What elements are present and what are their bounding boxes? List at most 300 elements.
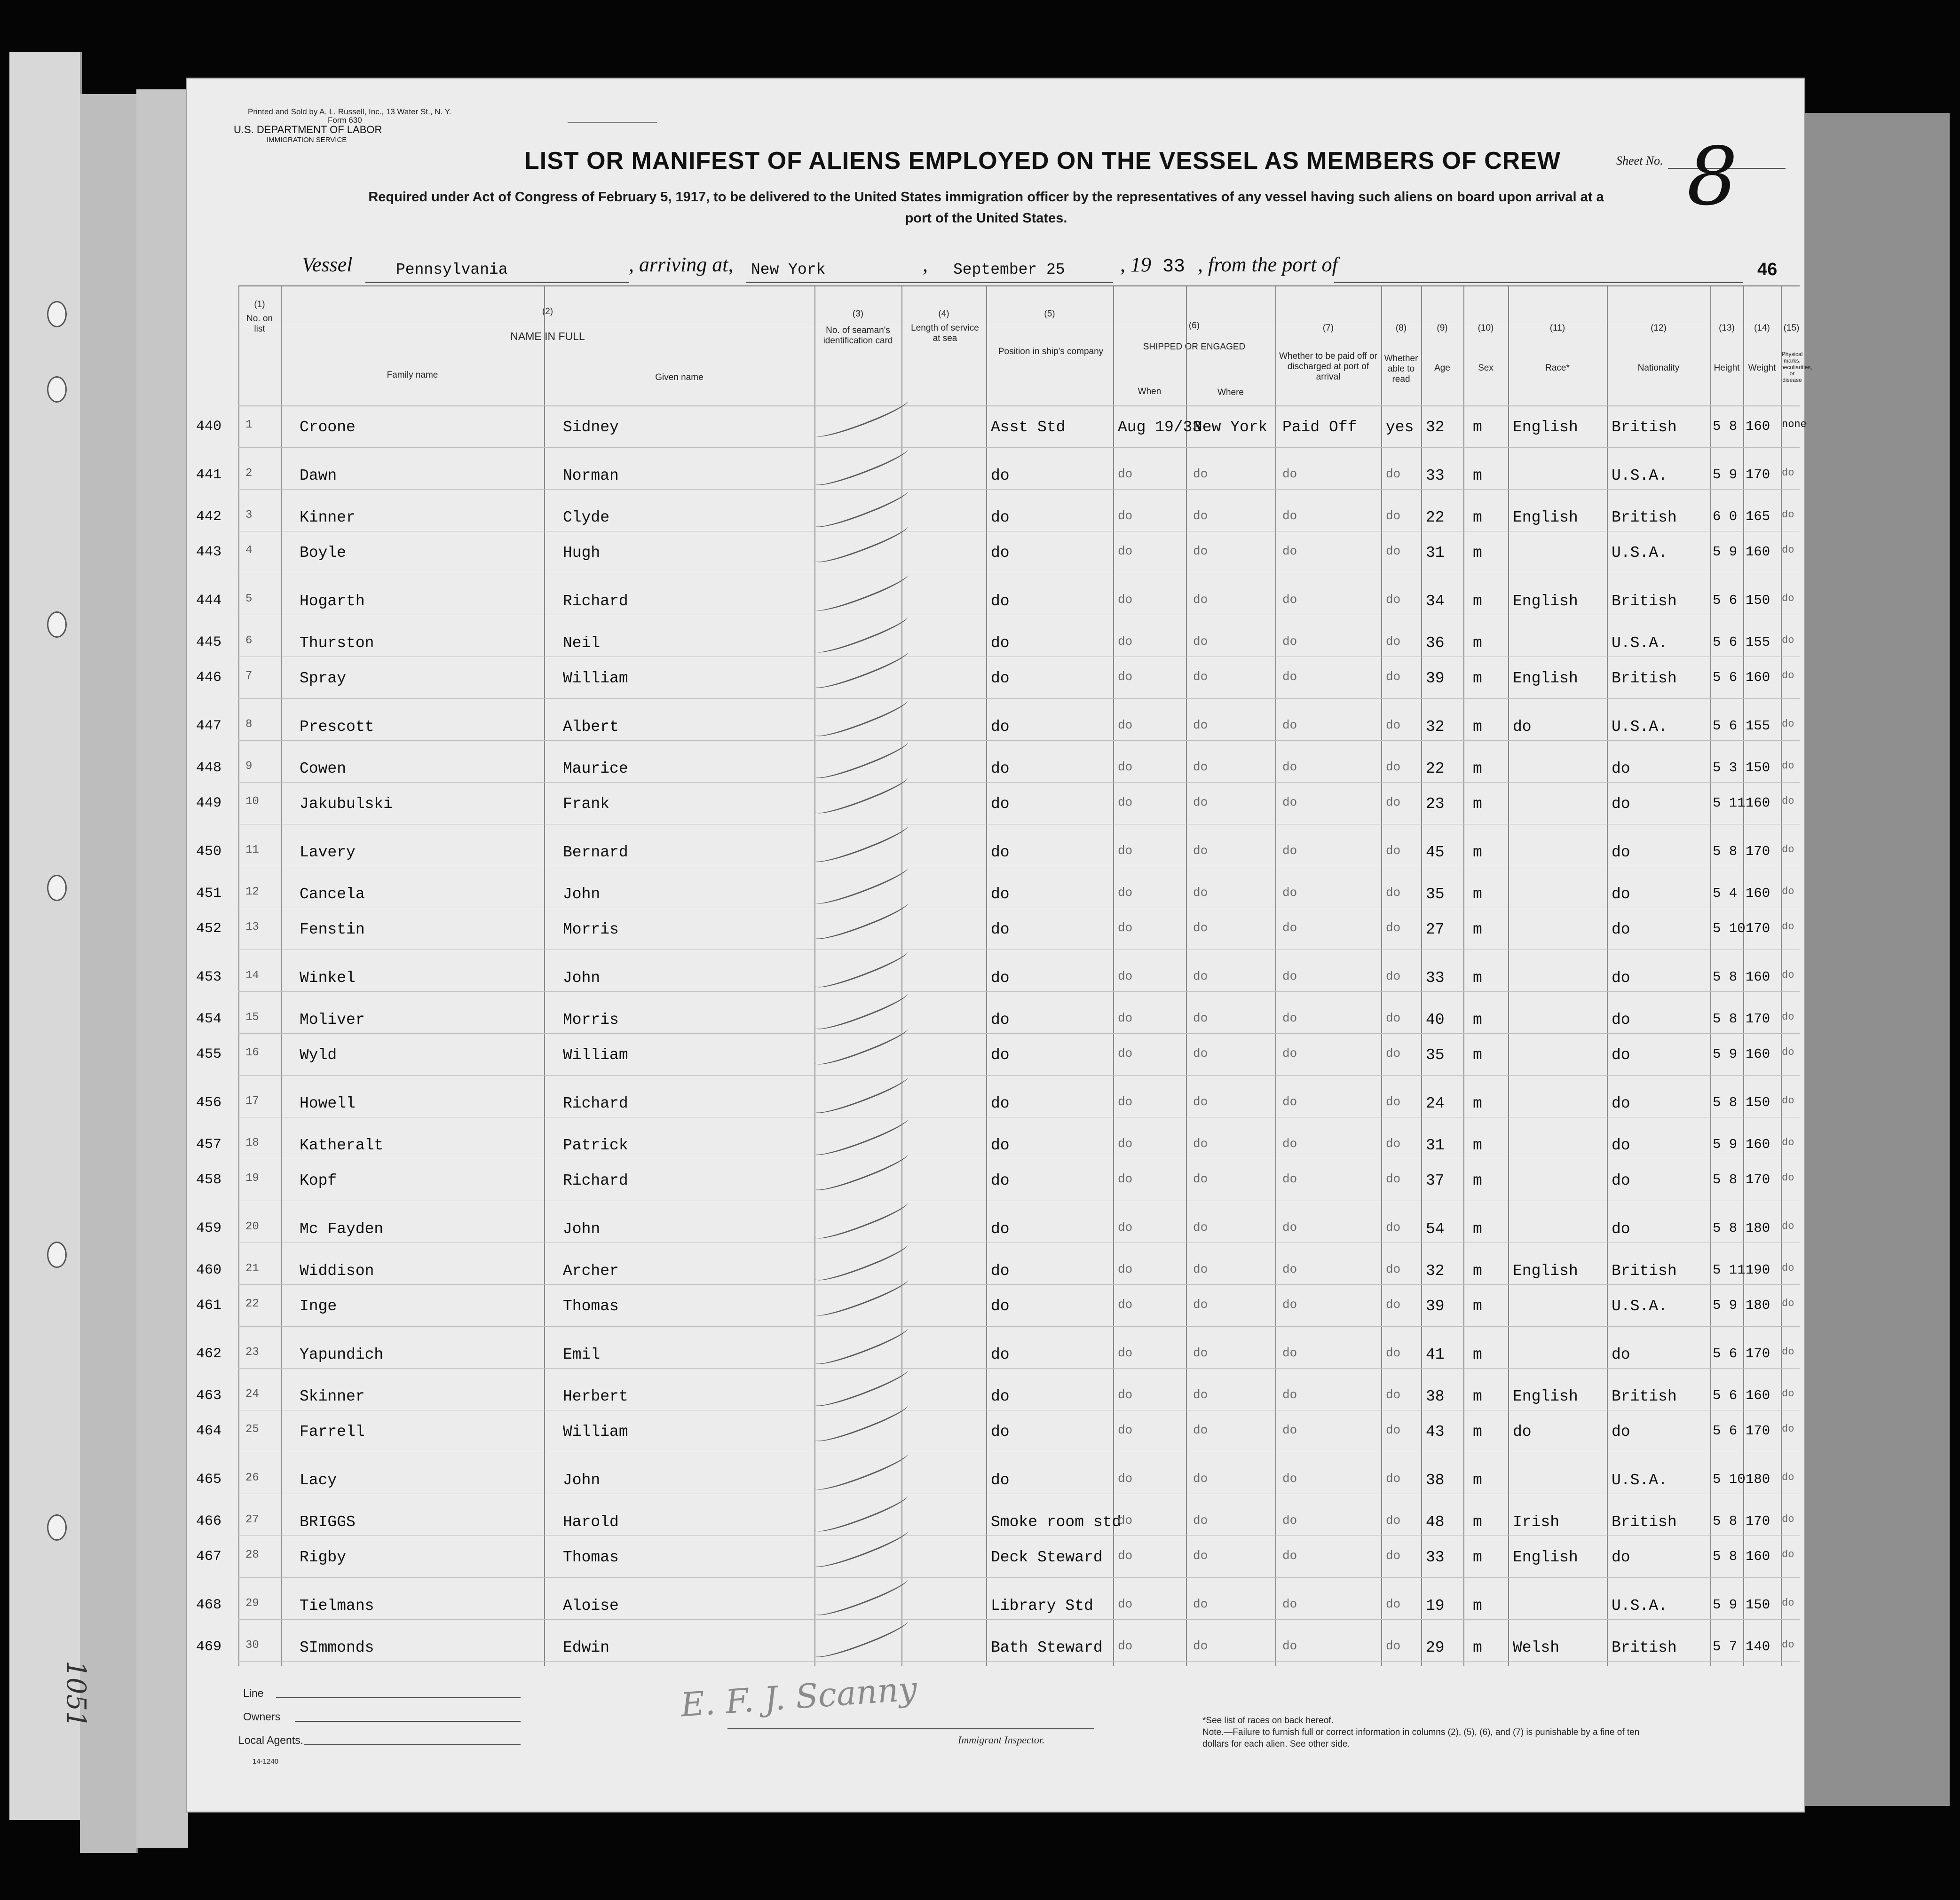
able-to-read: do (1386, 1423, 1401, 1437)
row-number: 26 (245, 1472, 259, 1484)
physical-marks: do (1782, 1388, 1794, 1400)
paid-off: do (1282, 1172, 1297, 1186)
able-to-read: do (1386, 795, 1401, 809)
col2-number: (2) (542, 307, 553, 317)
able-to-read: do (1386, 921, 1401, 935)
row-number: 17 (245, 1095, 259, 1108)
position: Library Std (991, 1597, 1093, 1615)
shipped-where: do (1193, 718, 1208, 732)
position: do (991, 1046, 1010, 1064)
sex: m (1473, 1095, 1482, 1112)
given-name: Clyde (563, 509, 610, 526)
nationality: U.S.A. (1612, 544, 1668, 562)
height: 5 9 (1713, 544, 1738, 560)
shipped-where: do (1193, 1262, 1208, 1276)
row-number: 20 (245, 1220, 259, 1233)
age: 39 (1426, 670, 1445, 687)
paid-off: do (1282, 1262, 1297, 1276)
position: do (991, 760, 1010, 777)
shipped-where: do (1193, 886, 1208, 900)
col6-number: (6) (1188, 321, 1200, 331)
shipped-where: do (1193, 921, 1208, 935)
position: do (991, 886, 1010, 903)
position: do (991, 1423, 1010, 1441)
physical-marks: do (1782, 1423, 1794, 1435)
weight: 190 (1746, 1262, 1770, 1278)
position: do (991, 1137, 1010, 1154)
weight: 180 (1746, 1220, 1770, 1236)
weight: 160 (1746, 886, 1770, 901)
able-to-read: do (1386, 1095, 1401, 1109)
shipped-when: do (1118, 795, 1133, 809)
height: 5 8 (1713, 969, 1738, 985)
nationality: do (1612, 1172, 1630, 1189)
nationality: do (1612, 795, 1630, 813)
position: do (991, 1472, 1010, 1489)
family-name: Boyle (300, 544, 347, 562)
grid-column-line (1508, 285, 1509, 1666)
shipped-where: do (1193, 1298, 1208, 1312)
able-to-read: do (1386, 1262, 1401, 1276)
stamp-number: 447 (196, 718, 222, 734)
row-number: 21 (245, 1262, 259, 1275)
local-agents-field (304, 1744, 521, 1745)
given-name: John (563, 969, 601, 987)
shipped-when: do (1118, 760, 1133, 774)
grid-row-line (238, 1577, 1800, 1578)
age: 31 (1426, 544, 1445, 562)
punch-hole (47, 1242, 67, 1268)
row-number: 7 (245, 670, 253, 682)
physical-marks: do (1782, 1011, 1794, 1023)
owners-field (295, 1721, 521, 1722)
pencil-check-mark (813, 1195, 910, 1245)
age: 24 (1426, 1095, 1445, 1112)
col14-number: (14) (1754, 323, 1770, 333)
age: 31 (1426, 1137, 1445, 1154)
weight: 170 (1746, 1172, 1770, 1188)
given-name: Maurice (563, 760, 628, 777)
col12-number: (12) (1651, 323, 1667, 333)
able-to-read: do (1386, 1220, 1401, 1235)
grid-column-line (281, 285, 282, 1666)
given-name: William (563, 670, 628, 687)
physical-marks: do (1782, 1137, 1794, 1148)
stamp-number: 444 (196, 593, 222, 609)
weight: 170 (1746, 1423, 1770, 1439)
paid-off: do (1282, 467, 1297, 481)
nationality: do (1612, 1220, 1630, 1238)
position: do (991, 1298, 1010, 1315)
paid-off: do (1282, 1388, 1297, 1402)
weight: 160 (1746, 1388, 1770, 1403)
given-name: William (563, 1423, 628, 1441)
row-number: 24 (245, 1388, 259, 1401)
stamp-number: 454 (196, 1011, 222, 1027)
weight: 160 (1746, 1137, 1770, 1152)
paid-off: do (1282, 634, 1297, 649)
physical-marks: do (1782, 1046, 1794, 1058)
stamp-number: 440 (196, 419, 222, 435)
arriving-line (746, 282, 1113, 283)
able-to-read: do (1386, 1639, 1401, 1653)
col-height: Height (1714, 363, 1740, 373)
family-name: Lacy (300, 1472, 337, 1489)
grid-row-line (238, 489, 1800, 490)
paid-off: do (1282, 544, 1297, 558)
physical-marks: do (1782, 1172, 1794, 1184)
age: 38 (1426, 1472, 1445, 1489)
physical-marks: do (1782, 1346, 1794, 1358)
sex: m (1473, 593, 1482, 610)
age: 40 (1426, 1011, 1445, 1029)
sex: m (1473, 1011, 1482, 1029)
race: English (1513, 1262, 1578, 1280)
weight: 170 (1746, 921, 1770, 936)
family-name: Katheralt (300, 1137, 384, 1154)
shipped-when: do (1118, 593, 1133, 607)
shipped-where: do (1193, 1549, 1208, 1563)
paid-off: do (1282, 886, 1297, 900)
department-name: U.S. DEPARTMENT OF LABOR (234, 124, 382, 135)
able-to-read: do (1386, 718, 1401, 732)
shipped-where: do (1193, 1513, 1208, 1528)
age: 32 (1426, 718, 1445, 736)
height: 5 11 (1713, 795, 1746, 811)
shipped-when: do (1118, 1172, 1133, 1186)
paid-off: Paid Off (1282, 419, 1357, 436)
physical-marks: do (1782, 634, 1794, 646)
binder-strip (80, 94, 138, 1853)
family-name: Jakubulski (300, 795, 393, 813)
age: 29 (1426, 1639, 1445, 1656)
grid-column-line (1275, 285, 1276, 1666)
shipped-when: do (1118, 1388, 1133, 1402)
stamp-number: 450 (196, 844, 222, 860)
sex: m (1473, 886, 1482, 903)
punch-hole (47, 301, 67, 327)
race: English (1513, 509, 1578, 526)
physical-marks: do (1782, 1298, 1794, 1309)
age: 39 (1426, 1298, 1445, 1315)
grid-row-line (238, 740, 1800, 741)
physical-marks: none (1782, 419, 1807, 430)
vessel-label: Vessel (302, 253, 353, 276)
position: do (991, 795, 1010, 813)
age: 22 (1426, 509, 1445, 526)
weight: 160 (1746, 670, 1770, 685)
paid-off: do (1282, 670, 1297, 684)
stamp-number: 467 (196, 1549, 222, 1565)
weight: 170 (1746, 1513, 1770, 1529)
given-name: Morris (563, 921, 619, 938)
stamp-number: 456 (196, 1095, 222, 1111)
height: 5 3 (1713, 760, 1738, 776)
vessel-line (365, 282, 629, 283)
col10-number: (10) (1478, 323, 1494, 333)
header-rule (568, 122, 657, 123)
col-when: When (1138, 387, 1162, 396)
shipped-where: New York (1193, 419, 1268, 436)
physical-marks: do (1782, 1513, 1794, 1525)
grid-row-line (238, 1033, 1800, 1034)
position: Bath Steward (991, 1639, 1103, 1656)
sex: m (1473, 1137, 1482, 1154)
position: do (991, 467, 1010, 484)
backing-board (1796, 113, 1950, 1806)
grid-column-line (1743, 285, 1744, 1666)
height: 5 8 (1713, 844, 1738, 859)
shipped-where: do (1193, 1423, 1208, 1437)
family-name: Inge (300, 1298, 337, 1315)
position: do (991, 670, 1010, 687)
shipped-where: do (1193, 467, 1208, 481)
race: Welsh (1513, 1639, 1560, 1656)
col1-number: (1) (254, 300, 265, 309)
family-name: Winkel (300, 969, 356, 987)
pencil-check-mark (813, 644, 910, 694)
physical-marks: do (1782, 921, 1794, 933)
height: 5 4 (1713, 886, 1738, 901)
family-name: Cowen (300, 760, 347, 777)
sex: m (1473, 1549, 1482, 1566)
sex: m (1473, 844, 1482, 861)
paid-off: do (1282, 1346, 1297, 1360)
given-name: Sidney (563, 419, 619, 436)
paid-off: do (1282, 1220, 1297, 1235)
able-to-read: do (1386, 1549, 1401, 1563)
height: 5 10 (1713, 921, 1746, 936)
shipped-when: do (1118, 509, 1133, 523)
family-name: BRIGGS (300, 1513, 356, 1531)
weight: 170 (1746, 1346, 1770, 1362)
height: 5 11 (1713, 1262, 1746, 1278)
row-number: 11 (245, 844, 259, 856)
row-number: 12 (245, 886, 259, 898)
shipped-where: do (1193, 544, 1208, 558)
race: do (1513, 1423, 1532, 1441)
col-paid-off: Whether to be paid off or discharged at port of arrival (1279, 351, 1377, 382)
nationality: British (1612, 509, 1677, 526)
nationality: British (1612, 670, 1677, 687)
height: 5 6 (1713, 670, 1738, 685)
height: 5 7 (1713, 1639, 1738, 1655)
owners-label: Owners (243, 1710, 281, 1723)
position: do (991, 544, 1010, 562)
family-name: Moliver (300, 1011, 365, 1029)
stamp-number: 452 (196, 921, 222, 937)
shipped-when: do (1118, 1046, 1133, 1061)
row-number: 22 (245, 1298, 259, 1310)
grid-column-line (1381, 285, 1382, 1666)
sex: m (1473, 670, 1482, 687)
grid-row-line (238, 1619, 1800, 1620)
able-to-read: do (1386, 670, 1401, 684)
pencil-check-mark (813, 1398, 910, 1448)
sex: m (1473, 1298, 1482, 1315)
pencil-check-mark (813, 393, 910, 443)
shipped-when: do (1118, 1549, 1133, 1563)
height: 5 8 (1713, 1095, 1738, 1110)
age: 23 (1426, 795, 1445, 813)
col-race: Race* (1545, 363, 1570, 373)
nationality: do (1612, 1549, 1630, 1566)
height: 5 6 (1713, 593, 1738, 608)
height: 5 8 (1713, 1172, 1738, 1188)
grid-row-line (238, 698, 1800, 699)
pencil-check-mark (813, 1069, 910, 1119)
height: 5 9 (1713, 1137, 1738, 1152)
shipped-when: Aug 19/33 (1118, 419, 1202, 436)
col5-number: (5) (1044, 309, 1055, 319)
nationality: British (1612, 1639, 1677, 1656)
position: do (991, 1220, 1010, 1238)
family-name: Cancela (300, 886, 365, 903)
punch-hole (47, 1514, 67, 1541)
nationality: do (1612, 1046, 1630, 1064)
nationality: do (1612, 1095, 1630, 1112)
col-able-to-read: Whether able to read (1384, 354, 1418, 384)
stamp-number: 451 (196, 886, 222, 902)
position: do (991, 969, 1010, 987)
row-number: 16 (245, 1046, 259, 1059)
grid-column-line (1710, 285, 1711, 1666)
pencil-check-mark (813, 693, 910, 743)
weight: 170 (1746, 844, 1770, 859)
grid-column-line (1463, 285, 1464, 1666)
weight: 160 (1746, 419, 1770, 434)
sex: m (1473, 1262, 1482, 1280)
weight: 150 (1746, 593, 1770, 608)
pencil-check-mark (813, 1523, 910, 1573)
position: do (991, 1011, 1010, 1029)
sex: m (1473, 795, 1482, 813)
shipped-when: do (1118, 1262, 1133, 1276)
age: 35 (1426, 1046, 1445, 1064)
height: 5 6 (1713, 1388, 1738, 1403)
given-name: John (563, 1220, 601, 1238)
physical-marks: do (1782, 509, 1794, 521)
stamp-number: 442 (196, 509, 222, 525)
able-to-read: do (1386, 969, 1401, 983)
col-no-on-list: No. on list (246, 314, 273, 334)
nationality: U.S.A. (1612, 1472, 1668, 1489)
vessel-row (187, 253, 1804, 290)
grid-column-line (544, 285, 545, 1666)
col-physical-marks: Physical marks, peculiarities, or disease (1781, 351, 1812, 384)
height: 5 9 (1713, 1046, 1738, 1062)
sex: m (1473, 544, 1482, 562)
sex: m (1473, 718, 1482, 736)
stamp-number: 464 (196, 1423, 222, 1439)
age: 19 (1426, 1597, 1445, 1615)
age: 41 (1426, 1346, 1445, 1363)
family-name: Skinner (300, 1388, 365, 1405)
col9-number: (9) (1437, 323, 1448, 333)
physical-marks: do (1782, 544, 1794, 556)
age: 33 (1426, 1549, 1445, 1566)
family-name: Farrell (300, 1423, 365, 1441)
nationality: British (1612, 1388, 1677, 1405)
height: 5 8 (1713, 1220, 1738, 1236)
shipped-where: do (1193, 760, 1208, 774)
physical-marks: do (1782, 760, 1794, 772)
paid-off: do (1282, 844, 1297, 858)
age: 22 (1426, 760, 1445, 777)
given-name: Herbert (563, 1388, 628, 1405)
height: 5 6 (1713, 1423, 1738, 1439)
able-to-read: do (1386, 1172, 1401, 1186)
stamp-number: 461 (196, 1298, 222, 1314)
nationality: British (1612, 593, 1677, 610)
weight: 160 (1746, 1046, 1770, 1062)
col-where: Where (1217, 388, 1244, 397)
age: 34 (1426, 593, 1445, 610)
sex: m (1473, 1423, 1482, 1441)
stamp-number: 466 (196, 1513, 222, 1529)
shipped-where: do (1193, 509, 1208, 523)
weight: 160 (1746, 1549, 1770, 1564)
paid-off: do (1282, 1011, 1297, 1025)
able-to-read: do (1386, 1046, 1401, 1061)
pencil-check-mark (813, 818, 910, 868)
given-name: Emil (563, 1346, 601, 1363)
shipped-when: do (1118, 1639, 1133, 1653)
form-number: Form 630 (328, 116, 362, 125)
grid-row-line (238, 1368, 1800, 1369)
shipped-where: do (1193, 1472, 1208, 1486)
grid-column-line (1421, 285, 1422, 1666)
given-name: Richard (563, 593, 628, 610)
comma-sep: , (923, 253, 928, 276)
physical-marks: do (1782, 1220, 1794, 1232)
stamp-number: 445 (196, 634, 222, 650)
position: Asst Std (991, 419, 1066, 436)
nationality: do (1612, 921, 1630, 938)
physical-marks: do (1782, 969, 1794, 981)
sex: m (1473, 921, 1482, 938)
shipped-when: do (1118, 1011, 1133, 1025)
grid-row-line (238, 1661, 1800, 1662)
shipped-when: do (1118, 886, 1133, 900)
nationality: U.S.A. (1612, 1597, 1668, 1615)
given-name: Patrick (563, 1137, 628, 1154)
col15-number: (15) (1783, 323, 1800, 333)
sex: m (1473, 1388, 1482, 1405)
arrival-date: September 25 (953, 261, 1065, 278)
stamp-number: 468 (196, 1597, 222, 1613)
able-to-read: do (1386, 593, 1401, 607)
weight: 150 (1746, 760, 1770, 776)
from-port-line (1334, 282, 1743, 283)
sex: m (1473, 419, 1482, 436)
binder-strip (9, 52, 82, 1820)
paid-off: do (1282, 1597, 1297, 1611)
shipped-when: do (1118, 544, 1133, 558)
sex: m (1473, 1639, 1482, 1656)
row-number: 19 (245, 1172, 259, 1185)
col8-number: (8) (1395, 323, 1407, 333)
stamp-number: 458 (196, 1172, 222, 1188)
shipped-where: do (1193, 593, 1208, 607)
height: 6 0 (1713, 509, 1738, 524)
position: do (991, 921, 1010, 938)
line-field (276, 1697, 521, 1698)
physical-marks: do (1782, 795, 1794, 807)
pencil-check-mark (813, 1446, 910, 1496)
grid-column-line (986, 285, 987, 1666)
col11-number: (11) (1549, 323, 1565, 333)
